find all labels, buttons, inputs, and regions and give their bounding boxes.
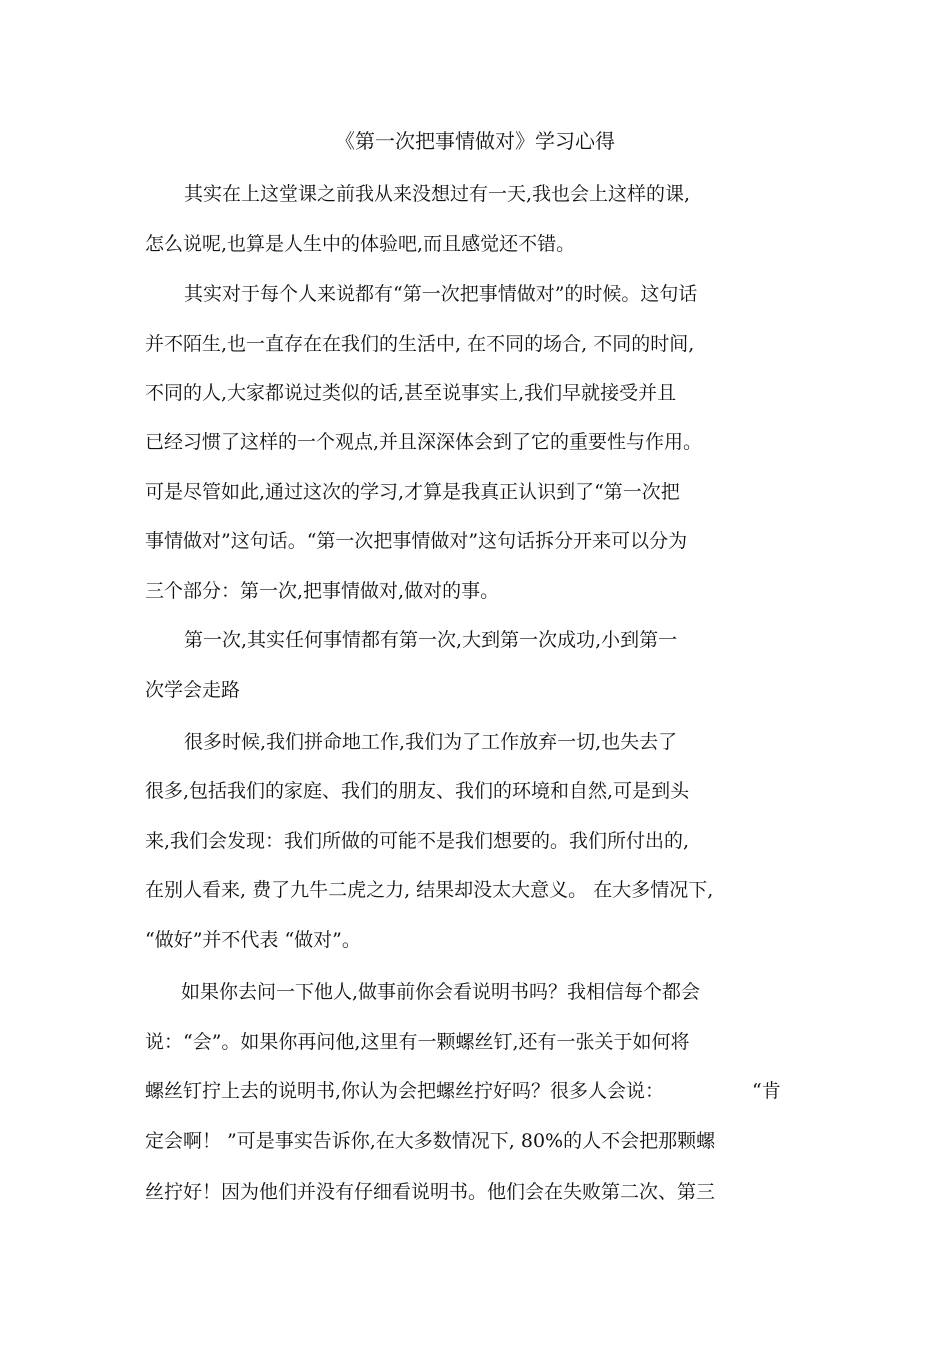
paragraph-line: 第一次,其实任何事情都有第一次,大到第一次成功,小到第一	[184, 629, 678, 651]
paragraph-line: 丝拧好！因为他们并没有仔细看说明书。他们会在失败第二次、第三	[145, 1181, 716, 1203]
paragraph-line: “做好”并不代表 “做对”。	[145, 929, 361, 951]
paragraph-line: 很多时候,我们拼命地工作,我们为了工作放弃一切,也失去了	[184, 731, 678, 753]
paragraph-line: 说：“会”。如果你再问他,这里有一颗螺丝钉,还有一张关于如何将	[145, 1031, 690, 1053]
paragraph-line: 可是尽管如此,通过这次的学习,才算是我真正认识到了“第一次把	[145, 481, 680, 503]
paragraph-line: 很多,包括我们的家庭、我们的朋友、我们的环境和自然,可是到头	[145, 780, 690, 802]
paragraph-line: 不同的人,大家都说过类似的话,甚至说事实上,我们早就接受并且	[145, 382, 677, 404]
paragraph-line: 次学会走路	[145, 679, 241, 701]
paragraph-line: 定会啊！ ”可是事实告诉你,在大多数情况下, 80%的人不会把那颗螺	[145, 1130, 716, 1152]
paragraph-line: 来,我们会发现：我们所做的可能不是我们想要的。我们所付出的,	[145, 830, 690, 852]
document-title: 《第一次把事情做对》学习心得	[335, 129, 615, 153]
paragraph-line: 其实对于每个人来说都有“第一次把事情做对”的时候。这句话	[184, 283, 698, 305]
paragraph-line: 事情做对”这句话。“第一次把事情做对”这句话拆分开来可以分为	[145, 530, 688, 552]
paragraph-line: 并不陌生,也一直存在在我们的生活中, 在不同的场合, 不同的时间,	[145, 333, 695, 355]
paragraph-line: 怎么说呢,也算是人生中的体验吧,而且感觉还不错。	[145, 233, 576, 255]
paragraph-line: 其实在上这堂课之前我从来没想过有一天,我也会上这样的课,	[184, 183, 691, 205]
paragraph-line: 三个部分：第一次,把事情做对,做对的事。	[145, 580, 500, 602]
paragraph-line: 已经习惯了这样的一个观点,并且深深体会到了它的重要性与作用。	[145, 431, 703, 453]
paragraph-line-continuation: “肯	[752, 1080, 781, 1102]
paragraph-line: 螺丝钉拧上去的说明书,你认为会把螺丝拧好吗？很多人会说：	[145, 1080, 665, 1102]
paragraph-line: 如果你去问一下他人,做事前你会看说明书吗？我相信每个都会	[181, 981, 701, 1003]
paragraph-line: 在别人看来, 费了九牛二虎之力, 结果却没太大意义。 在大多情况下,	[145, 879, 714, 901]
